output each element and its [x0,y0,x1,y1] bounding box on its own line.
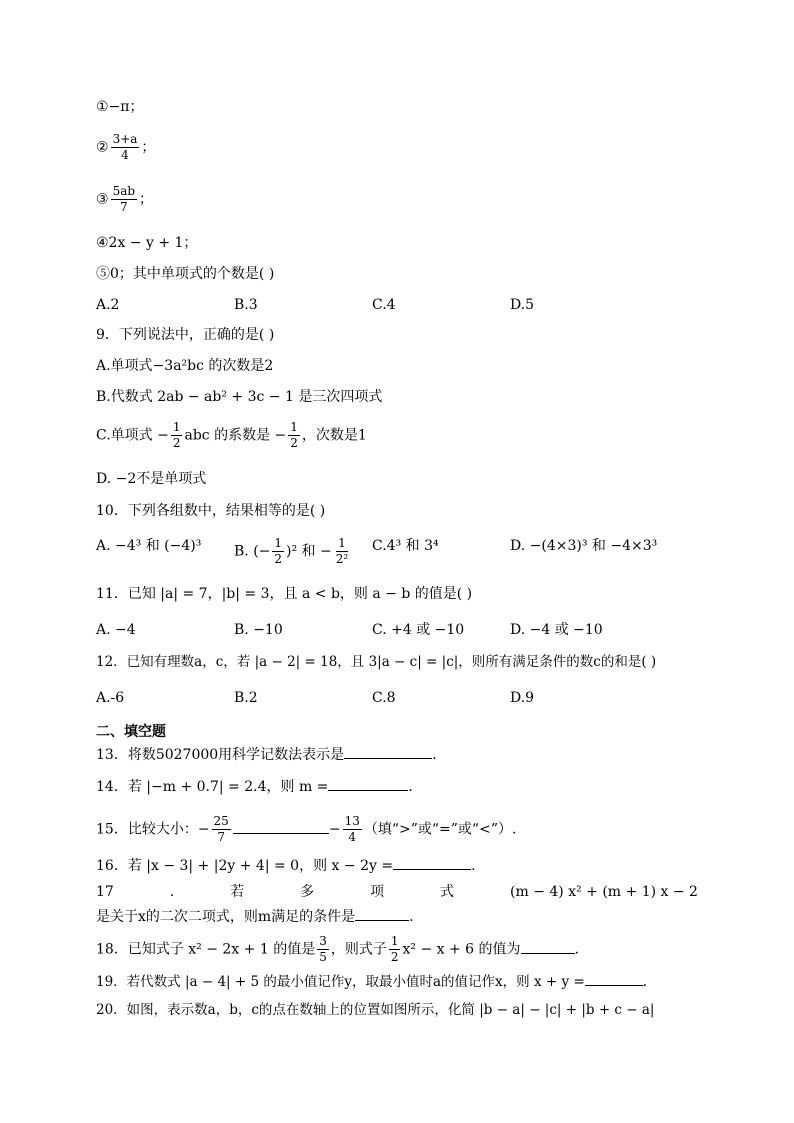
q19-end: . [642,974,647,990]
q18-answer-blank[interactable] [521,939,575,954]
q17-part-2: . [169,884,175,900]
q8-option-b: B.3 [234,297,258,313]
q8-item-3-fraction [111,184,137,215]
q15-suffix: （填“>”或“=”或“<”）. [363,821,517,838]
q8-option-d: D.5 [510,297,535,313]
fraction-denominator: 7 [119,200,128,214]
fraction-numerator: 1 [172,420,181,434]
q11-stem: 11．已知 |a| = 7，|b| = 3，且 a < b，则 a − b 的值是( ) [96,586,473,602]
q9-option-c [96,420,698,451]
q10-options [96,536,698,567]
fraction-denominator: 2 [290,436,298,450]
q17-part-4: 多 [300,884,315,900]
q8-item-3-suffix: ； [139,191,154,208]
q15-fraction-2 [343,814,362,845]
q13-text: 13．将数5027000用科学记数法表示是 [96,747,345,763]
q8-item-5: ⑤0；其中单项式的个数是( ) [96,266,275,282]
fraction-denominator: 2 [172,436,181,450]
q9-c-prefix: C.单项式 − [96,427,169,444]
q18-end: . [574,941,579,958]
fraction-denominator: 2² [335,552,349,566]
fraction-numerator: 1 [290,420,298,434]
q10-option-b [234,536,372,567]
q13 [96,744,698,765]
q12-option-c: C.8 [372,690,396,706]
fraction-numerator: 1 [274,536,283,550]
fraction-numerator: 5ab [112,184,136,198]
q9-c-fraction-2 [288,420,300,451]
q11-option-a: A. −4 [96,622,136,638]
fraction-denominator: 4 [121,148,129,162]
fraction-numerator: 1 [338,536,346,550]
q12-option-a: A.-6 [96,690,125,706]
fraction-numerator: 3 [319,934,327,948]
q18 [96,934,698,965]
q8-option-a: A.2 [96,297,120,313]
q10-b-mid: )² 和 − [286,543,332,560]
q19-text: 19．若代数式 |a − 4| + 5 的最小值记作y，取最小值时a的值记作x，则 x + y = [96,974,585,990]
q16-end: . [471,858,476,874]
fraction-numerator: 13 [344,814,360,828]
q14-text: 14．若 |−m + 0.7| = 2.4，则 m = [96,779,329,795]
q8-item-2-fraction [111,132,140,163]
q10-b-fraction-2 [334,536,350,567]
q10-option-d: D. −(4×3)³ 和 −4×3³ [510,538,658,554]
q16-text: 16．若 |x − 3| + |2y + 4| = 0，则 x − 2y = [96,858,394,874]
q8-item-2-prefix: ② [96,139,109,156]
fraction-numerator: 25 [213,814,229,828]
q12-options [96,688,698,708]
q17-part-5: 项 [370,884,385,900]
q10-option-a: A. −4³ 和 (−4)³ [96,538,202,554]
q16-answer-blank[interactable] [393,855,471,870]
q11-options [96,620,698,640]
q10-b-fraction-1 [272,536,284,567]
fraction-denominator: 4 [348,830,357,844]
fraction-denominator: 7 [217,830,225,844]
q14-end: . [408,779,413,795]
q17-line-2 [96,906,698,927]
q20-stem: 20．如图，表示数a，b，c的点在数轴上的位置如图所示，化简 |b − a| − |c| + |b + c − a| [96,1002,655,1018]
q18-mid: ，则式子 [330,941,387,958]
q8-item-3-prefix: ③ [96,191,109,208]
q13-end: . [432,747,437,763]
q17-answer-blank[interactable] [355,906,409,921]
q9-option-d: D. −2不是单项式 [96,471,207,487]
q15-prefix: 15．比较大小：− [96,821,210,838]
q10-option-c: C.4³ 和 3⁴ [372,538,439,554]
q9-c-fraction-1 [171,420,183,451]
q17-part-6: 式 [440,884,455,900]
q11-option-d: D. −4 或 −10 [510,622,603,638]
q8-item-2 [96,132,698,163]
q13-answer-blank[interactable] [344,744,432,759]
fraction-denominator: 5 [319,950,327,964]
q10-b-prefix: B. (− [234,543,271,560]
q8-item-4: ④2x − y + 1； [96,235,198,251]
q15 [96,814,698,845]
q9-c-suffix: ，次数是1 [301,427,367,444]
q15-mid: − [328,821,341,838]
q17-part-3: 若 [230,884,245,900]
q8-option-c: C.4 [372,297,396,313]
q10-stem: 10．下列各组数中，结果相等的是( ) [96,503,326,519]
q11-option-b: B. −10 [234,622,283,638]
q12-option-b: B.2 [234,690,258,706]
q15-answer-blank[interactable] [233,819,329,834]
fraction-numerator: 1 [390,934,399,948]
q11-option-c: C. +4 或 −10 [372,622,465,638]
q8-item-1: ①−π； [96,99,144,115]
q8-item-2-suffix: ； [141,139,156,156]
q17-part-1: 17 [96,884,114,900]
q14 [96,776,698,797]
q9-stem: 9．下列说法中，正确的是( ) [96,327,275,343]
q17-line-1 [96,882,698,902]
q18-suffix: x² − x + 6 的值为 [402,941,521,958]
q8-options [96,295,698,315]
q14-answer-blank[interactable] [328,776,408,791]
q18-fraction-2 [389,934,401,965]
fraction-denominator: 2 [390,950,399,964]
q15-fraction-1 [212,814,231,845]
fraction-numerator: 3+a [112,132,138,146]
q16 [96,855,698,876]
q17-part-7: (m − 4) x² + (m + 1) x − 2 [510,884,698,900]
q12-stem: 12．已知有理数a，c，若 |a − 2| = 18，且 3|a − c| = |c|，则所有满足条件的数c的和是( ) [96,654,657,670]
section-heading-fill-in: 二、填空题 [96,724,166,740]
q9-option-b: B.代数式 2ab − ab² + 3c − 1 是三次四项式 [96,389,383,405]
q9-c-mid: abc 的系数是 − [184,427,287,444]
q8-item-3 [96,184,698,215]
q18-prefix: 18．已知式子 x² − 2x + 1 的值是 [96,941,316,958]
q17-text: 是关于x的二次二项式，则m满足的条件是 [96,909,356,925]
q18-fraction-1 [317,934,329,965]
q17-end: . [409,909,414,925]
q19-answer-blank[interactable] [585,971,643,986]
q19 [96,971,698,992]
q12-option-d: D.9 [510,690,535,706]
q9-option-a: A.单项式−3a²bc 的次数是2 [96,358,274,374]
fraction-denominator: 2 [274,552,283,566]
